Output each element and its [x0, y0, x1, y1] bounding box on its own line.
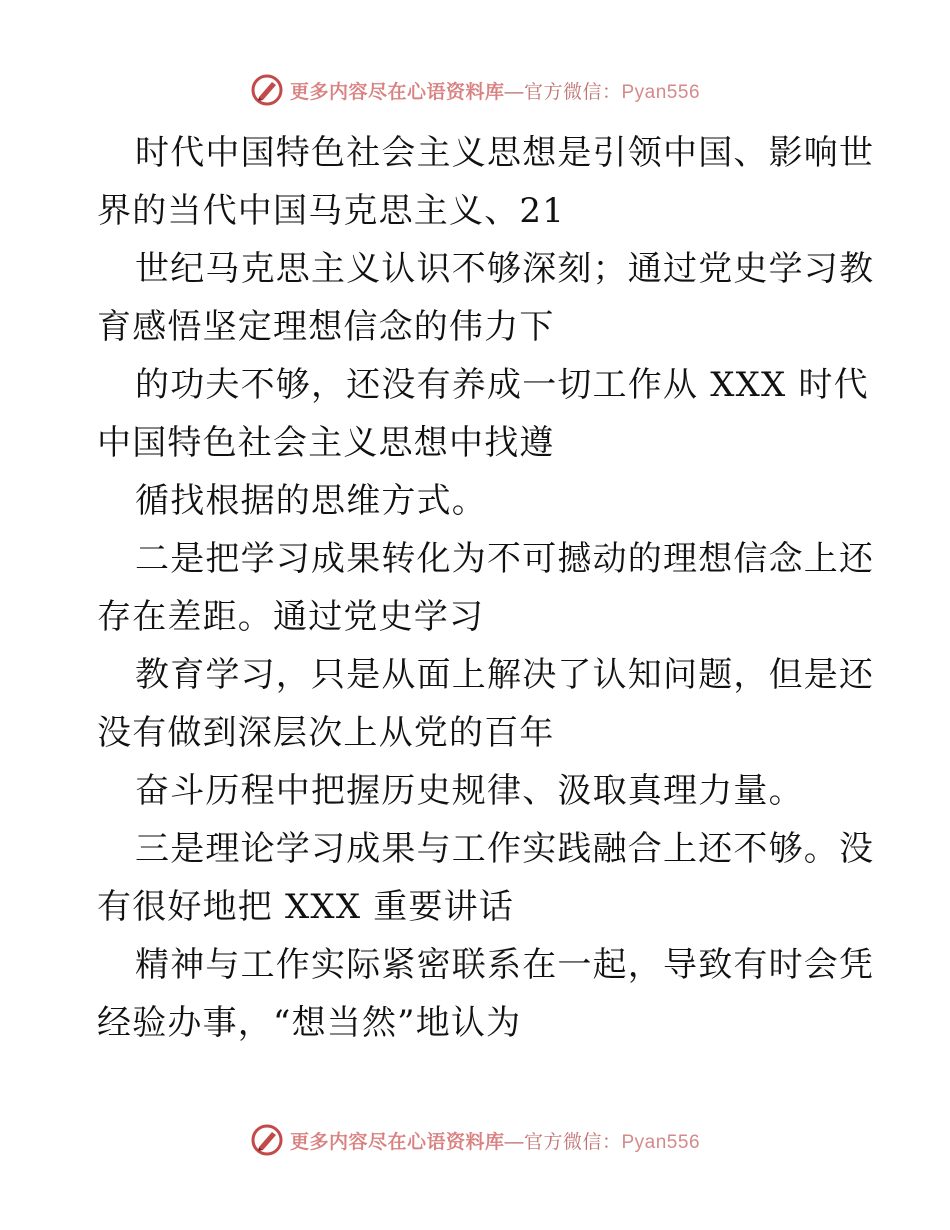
- text-line: 二是把学习成果转化为不可撼动的理想信念上还: [135, 539, 875, 579]
- watermark-separator: —: [504, 1131, 524, 1153]
- text-line: 三是理论学习成果与工作实践融合上还不够。没: [135, 829, 875, 869]
- watermark-label: 官方微信：: [523, 81, 622, 103]
- footer-watermark: [0, 1120, 950, 1160]
- document-body: [97, 124, 875, 1052]
- pen-circle-logo-icon: [250, 1123, 284, 1157]
- text-line: 循找根据的思维方式。: [135, 481, 487, 521]
- watermark-separator: —: [504, 81, 524, 103]
- text-line: 时代中国特色社会主义思想是引领中国、影响世: [135, 133, 875, 173]
- text-line: 界的当代中国马克思主义、21: [97, 191, 566, 231]
- text-line: 的功夫不够，还没有养成一切工作从 XXX 时代: [135, 365, 869, 405]
- header-watermark: [0, 70, 950, 110]
- text-line: 中国特色社会主义思想中找遵: [97, 423, 555, 463]
- text-line: 奋斗历程中把握历史规律、汲取真理力量。: [135, 771, 804, 811]
- watermark-label: 官方微信：: [523, 1131, 622, 1153]
- watermark-brand: 更多内容尽在心语资料库: [289, 1131, 505, 1153]
- text-line: 教育学习，只是从面上解决了认知问题，但是还: [135, 655, 875, 695]
- watermark-id: Pyan556: [621, 81, 701, 103]
- pen-circle-logo-icon: [250, 73, 284, 107]
- text-line: 有很好地把 XXX 重要讲话: [97, 887, 515, 927]
- text-line: 存在差距。通过党史学习: [97, 597, 485, 637]
- text-line: 没有做到深层次上从党的百年: [97, 713, 555, 753]
- watermark-id: Pyan556: [621, 1131, 701, 1153]
- watermark-brand: 更多内容尽在心语资料库: [289, 81, 505, 103]
- text-line: 育感悟坚定理想信念的伟力下: [97, 307, 555, 347]
- text-line: 精神与工作实际紧密联系在一起，导致有时会凭: [135, 945, 875, 985]
- text-line: 经验办事，“想当然”地认为: [97, 1003, 522, 1043]
- text-line: 世纪马克思主义认识不够深刻；通过党史学习教: [135, 249, 875, 289]
